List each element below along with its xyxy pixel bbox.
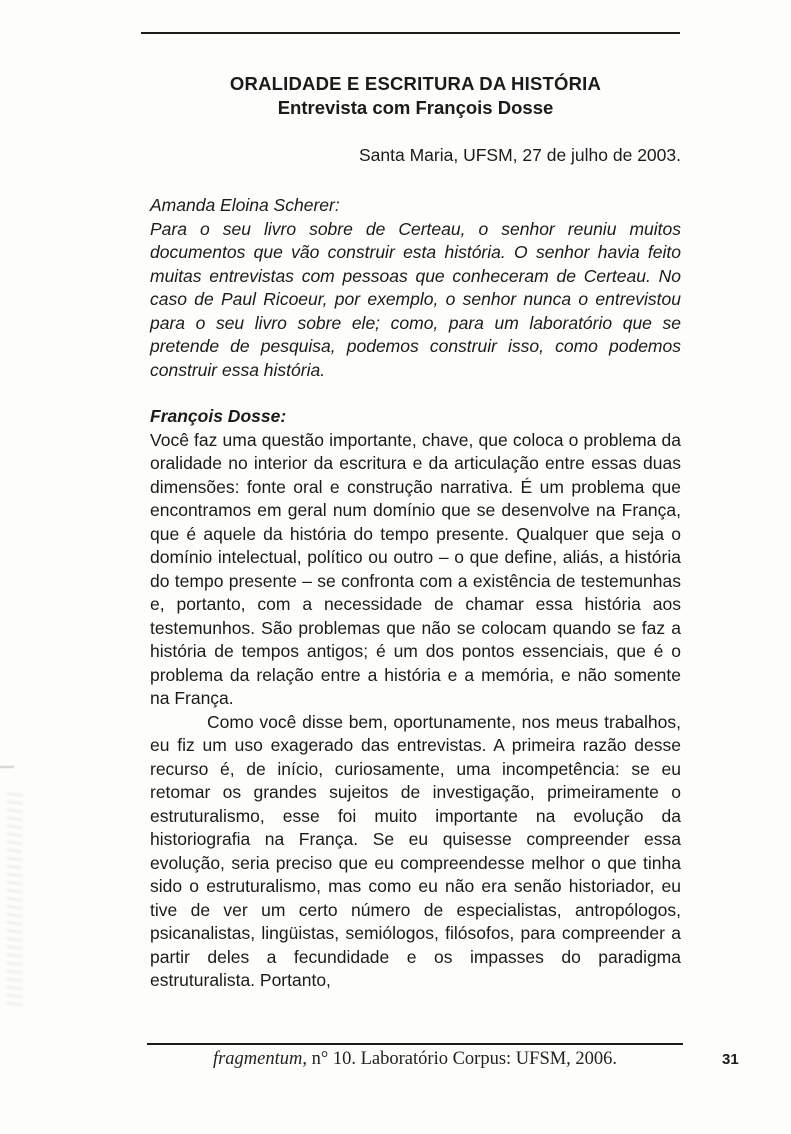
journal-name: fragmentum [212, 1049, 303, 1069]
footer-journal-line [147, 1049, 683, 1070]
dateline: Santa Maria, UFSM, 27 de julho de 2003. [359, 145, 681, 165]
journal-issue-info: , n° 10. Laboratório Corpus: UFSM, 2006. [302, 1049, 618, 1069]
page-content [150, 0, 681, 993]
interviewee-name: François Dosse: [150, 406, 287, 426]
answer-paragraph-2: Como você disse bem, oportunamente, nos meus trabalhos, eu fiz um uso exagerado das entrevistas. A primeira razão desse recurso é, de início, curiosamente, uma incompetência: se eu retomar os grandes sujeitos de investigação, primeiramente o estruturalismo, esse foi muito importante na evolução da historiografia na França. Se eu quisesse compreender essa evolução, seria preciso que eu compreendesse melhor o que tinha sido o estruturalismo, mas como eu não era senão historiador, eu tive de ver um certo número de especialistas, antropólogos, psicanalistas, lingüistas, semiólogos, filósofos, para compreender a partir deles a fecundidade e os impasses do paradigma estruturalista. Portanto, [150, 711, 681, 990]
answer-paragraph-1: Você faz uma questão importante, chave, que coloca o problema da oralidade no interior da escritura e da articulação entre essas duas dimensões: fonte oral e construção narrativa. É um problema que encontramos em geral num domínio que se desenvolve na França, que é aquele da história do tempo presente. Qualquer que seja o domínio intelectual, político ou outro – o que define, aliás, a história do tempo presente – se confronta com a existência de testemunhas e, portanto, com a necessidade de chamar essa história aos testemunhos. São problemas que não se colocam quando se faz a história de tempos antigos; é um dos pontos essenciais, que é o problema da relação entre a história e a memória, e não somente na França. [150, 429, 681, 708]
interviewer-question: Para o seu livro sobre de Certeau, o senhor reuniu muitos documentos que vão construir esta história. O senhor havia feito muitas entrevistas com pessoas que conheceram de Certeau. No caso de Paul Ricoeur, por exemplo, o senhor nunca o entrevistou para o seu livro sobre ele; como, para um laboratório que se pretende de pesquisa, podemos construir isso, como podemos construir essa história. [150, 218, 681, 380]
footer-rule [147, 1043, 683, 1045]
interviewer-name: Amanda Eloina Scherer: [150, 195, 340, 215]
scan-artifact-tick [0, 766, 14, 768]
scan-artifact [6, 790, 22, 1010]
page-number: 31 [722, 1051, 739, 1068]
page-title: ORALIDADE E ESCRITURA DA HISTÓRIA [229, 73, 602, 94]
page-subtitle: Entrevista com François Dosse [277, 97, 554, 118]
